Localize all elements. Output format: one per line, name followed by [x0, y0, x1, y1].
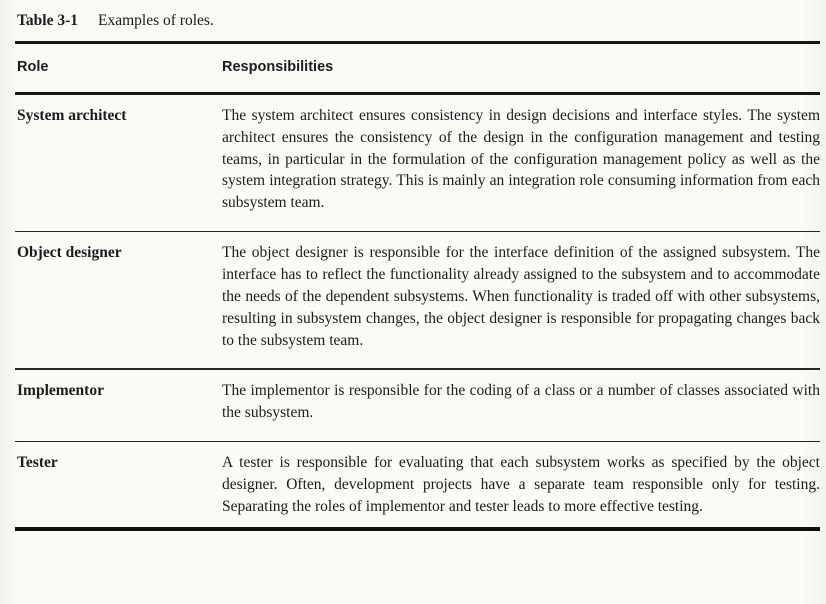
responsibility-cell: The system architect ensures consistency in design decisions and interface styles. The system architect ensures the consistency of the design in the configuration management and testing teams, in particular in the formulation of the configuration management policy as well as the system integration strategy. This is mainly an integration role consuming information from each subsystem team.: [222, 107, 820, 212]
table-caption: [15, 12, 820, 30]
table-row-implementor: [15, 370, 820, 441]
responsibility-cell: A tester is responsible for evaluating that each subsystem works as specified by the object designer. Often, development projects have a separate team responsible only for testing. Separating the roles of implementor and tester leads to more effective testing.: [222, 454, 820, 515]
role-cell: System architect: [17, 107, 127, 124]
role-cell: Implementor: [17, 381, 104, 399]
bottom-rule: [15, 527, 820, 531]
responsibility-cell: The object designer is responsible for the interface definition of the assigned subsystem. The interface has to reflect the functionality already assigned to the subsystem and to accommodate the needs of the dependent subsystems. When functionality is traded off with other subsystems, resulting in subsystem changes, the object designer is responsible for propagating changes back to the subsystem team.: [222, 244, 820, 349]
table-caption-text: Examples of roles.: [98, 12, 214, 29]
table-row-tester: [15, 442, 820, 527]
table-row-system-architect: [15, 95, 820, 231]
table-header-row: [15, 44, 820, 92]
column-header-responsibilities: Responsibilities: [222, 59, 334, 75]
table-row-object-designer: [15, 232, 820, 368]
table-caption-label: Table 3-1: [17, 12, 79, 29]
role-cell: Tester: [17, 454, 58, 472]
column-header-role: Role: [17, 59, 49, 75]
responsibility-cell: The implementor is responsible for the coding of a class or a number of classes associated with the subsystem.: [222, 381, 820, 421]
role-cell: Object designer: [17, 244, 122, 262]
